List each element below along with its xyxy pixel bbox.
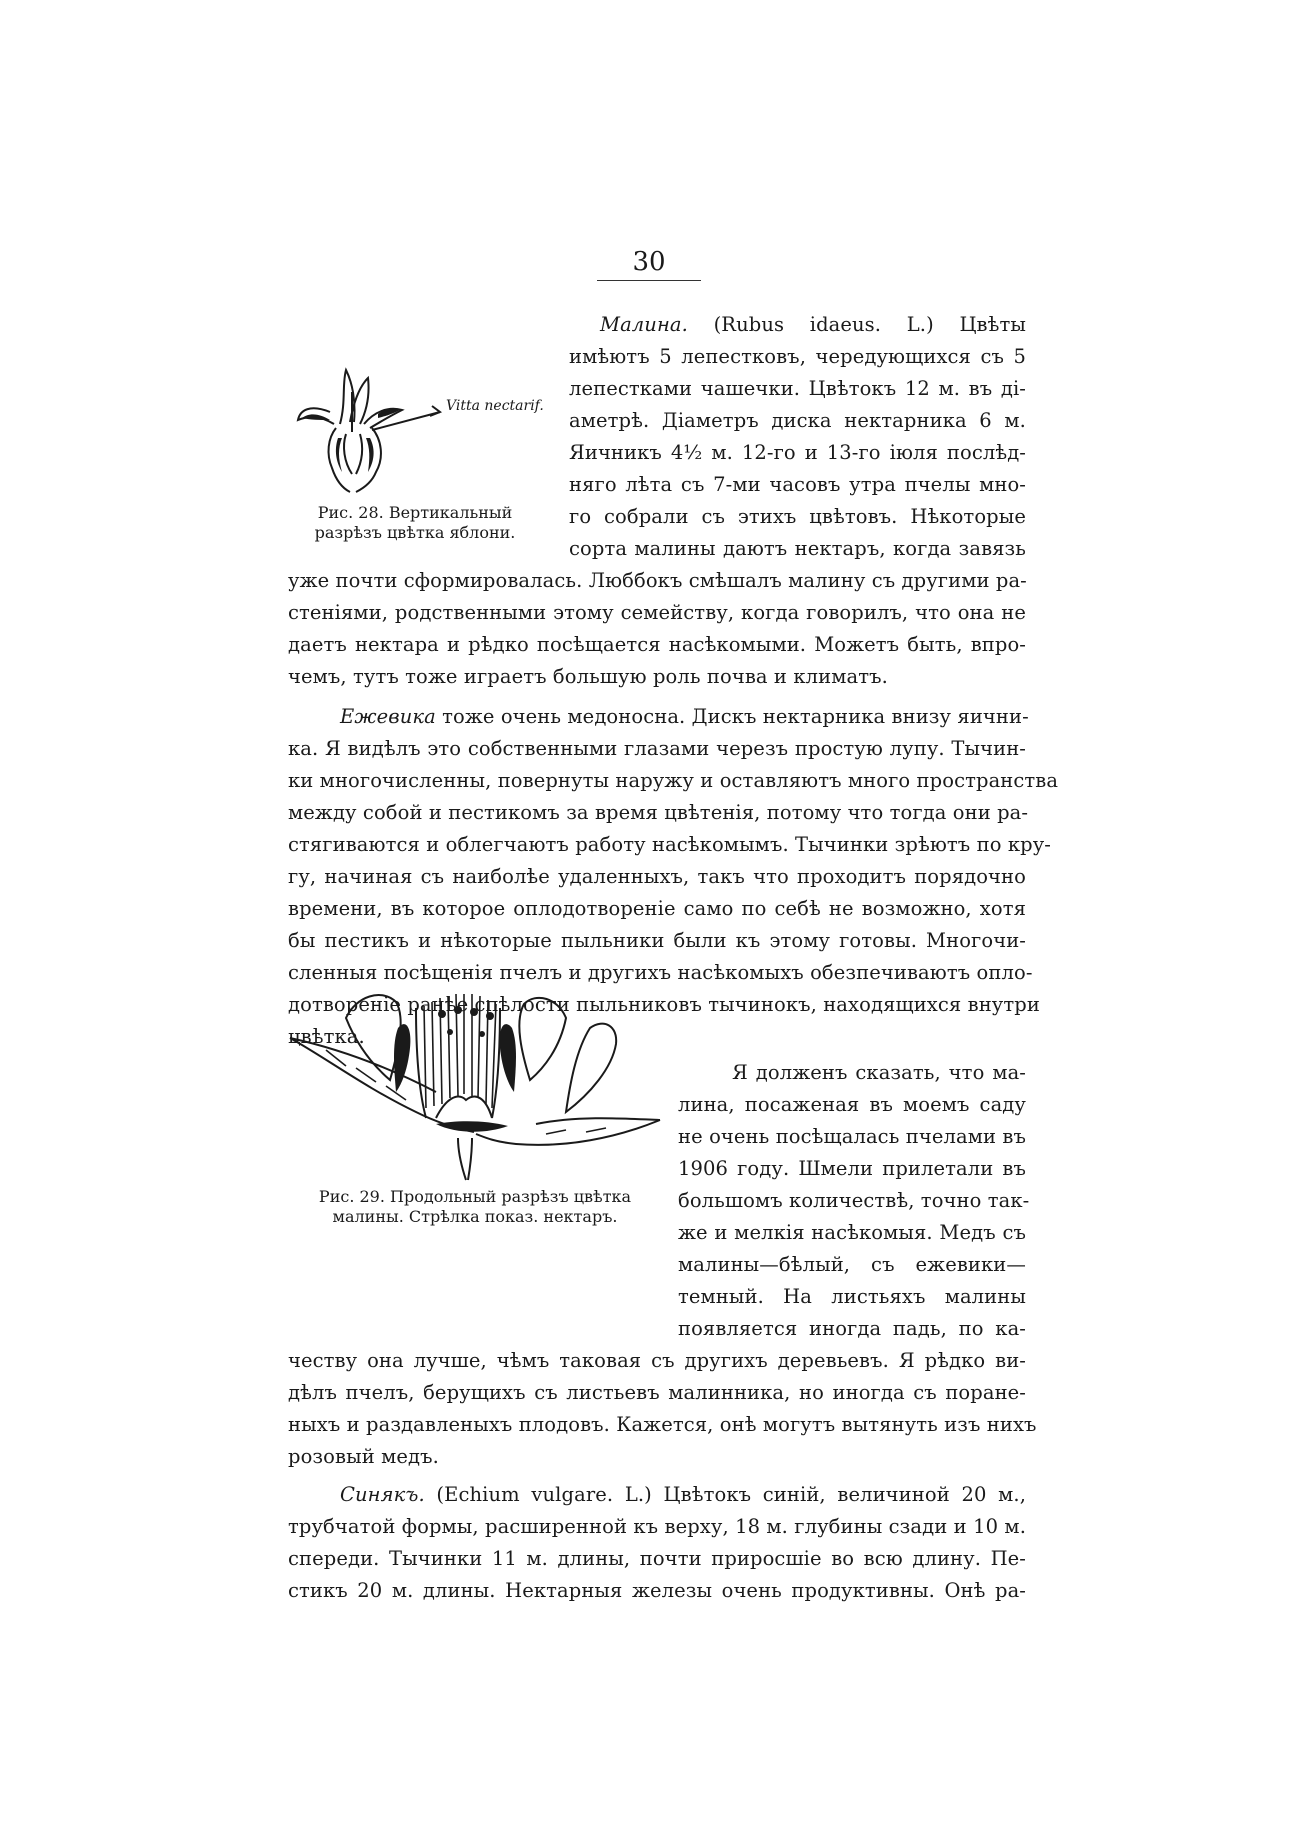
- page-number: 30: [597, 246, 701, 281]
- figure-28-handwritten-label: Vitta nectarif.: [446, 398, 544, 414]
- text-line: стягиваются и облегчаютъ работу насѣкомымъ. Тычинки зрѣютъ по кру-: [288, 833, 1051, 856]
- text-line: аметрѣ. Діаметръ диска нектарника 6 м.: [569, 409, 1026, 432]
- text-line: Малина. (Rubus idaeus. L.) Цвѣты: [600, 313, 1026, 336]
- text-line: няго лѣта съ 7-ми часовъ утра пчелы мно-: [569, 473, 1026, 496]
- text-line: большомъ количествѣ, точно так-: [678, 1189, 1030, 1212]
- heading-malina: Малина.: [600, 313, 688, 336]
- text-line: появляется иногда падь, по ка-: [678, 1317, 1026, 1340]
- text-line: уже почти сформировалась. Люббокъ смѣшалъ малину съ другими ра-: [288, 569, 1027, 592]
- text-line: имѣютъ 5 лепестковъ, чередующихся съ 5: [569, 345, 1026, 368]
- figure-29-caption-line-1: Рис. 29. Продольный разрѣзъ цвѣтка: [318, 1187, 632, 1206]
- text-line: даетъ нектара и рѣдко посѣщается насѣкомыми. Можетъ быть, впро-: [288, 633, 1026, 656]
- text-line: лина, посаженая въ моемъ саду: [678, 1093, 1026, 1116]
- text-line: стеніями, родственными этому семейству, когда говорилъ, что она не: [288, 601, 1026, 624]
- text-line: трубчатой формы, расширенной къ верху, 18 м. глубины сзади и 10 м.: [288, 1515, 1026, 1538]
- text-line: ка. Я видѣлъ это собственными глазами черезъ простую лупу. Тычин-: [288, 737, 1026, 760]
- text-line: гу, начиная съ наиболѣе удаленныхъ, такъ что проходитъ порядочно: [288, 865, 1026, 888]
- text-line: темный. На листьяхъ малины: [678, 1285, 1026, 1308]
- figure-28-apple-flower-section: [290, 362, 550, 494]
- text-line: лепестками чашечки. Цвѣтокъ 12 м. въ ді-: [569, 377, 1026, 400]
- text-line: же и мелкія насѣкомыя. Медъ съ: [678, 1221, 1026, 1244]
- text-line: цвѣтка.: [288, 1025, 365, 1048]
- heading-siniak: Синякъ.: [340, 1483, 425, 1506]
- text-line: малины—бѣлый, съ ежевики—: [678, 1253, 1026, 1276]
- figure-29-raspberry-flower-section: [286, 988, 664, 1182]
- text-line: Я долженъ сказать, что ма-: [732, 1061, 1026, 1084]
- text-line: Яичникъ 4½ м. 12-го и 13-го іюля послѣд-: [569, 441, 1026, 464]
- text-line: сорта малины даютъ нектаръ, когда завязь: [569, 537, 1026, 560]
- figure-28-caption-line-1: Рис. 28. Вертикальный: [317, 503, 513, 522]
- heading-ezhevika: Ежевика: [340, 705, 436, 728]
- text-line: дотвореніе ранѣе спѣлости пыльниковъ тычинокъ, находящихся внутри: [288, 993, 1040, 1016]
- text-line: стикъ 20 м. длины. Нектарныя железы очень продуктивны. Онѣ ра-: [288, 1579, 1026, 1602]
- text-line: честву она лучше, чѣмъ таковая съ другихъ деревьевъ. Я рѣдко ви-: [288, 1349, 1026, 1372]
- text-line: 1906 году. Шмели прилетали въ: [678, 1157, 1026, 1180]
- text-line: ныхъ и раздавленыхъ плодовъ. Кажется, онѣ могутъ вытянуть изъ нихъ: [288, 1413, 1037, 1436]
- text-line: сленныя посѣщенія пчелъ и другихъ насѣкомыхъ обезпечиваютъ оплo-: [288, 961, 1033, 984]
- text-line: не очень посѣщалась пчелами въ: [678, 1125, 1026, 1148]
- text-line: чемъ, тутъ тоже играетъ большую роль почва и климатъ.: [288, 665, 888, 688]
- text-line: бы пестикъ и нѣкоторые пыльники были къ этому готовы. Многочи-: [288, 929, 1026, 952]
- text-line: времени, въ которое оплодотвореніе само по себѣ не возможно, хотя: [288, 897, 1026, 920]
- text-line: розовый медъ.: [288, 1445, 439, 1468]
- text-line: го собрали съ этихъ цвѣтовъ. Нѣкоторые: [569, 505, 1026, 528]
- text-line: Ежевика тоже очень медоносна. Дискъ нектарника внизу яични-: [340, 705, 1029, 728]
- text-line: Синякъ. (Echium vulgare. L.) Цвѣтокъ синій, величиной 20 м.,: [340, 1483, 1026, 1506]
- text-line: ки многочисленны, повернуты наружу и оставляютъ много пространства: [288, 769, 1059, 792]
- figure-29-caption-line-2: малины. Стрѣлка показ. нектаръ.: [332, 1207, 618, 1226]
- text-line: дѣлъ пчелъ, берущихъ съ листьевъ малинника, но иногда съ поране-: [288, 1381, 1026, 1404]
- text-line: спереди. Тычинки 11 м. длины, почти приросшіе во всю длину. Пе-: [288, 1547, 1026, 1570]
- text-line: между собой и пестикомъ за время цвѣтенія, потому что тогда они ра-: [288, 801, 1029, 824]
- figure-28-caption-line-2: разрѣзъ цвѣтка яблони.: [314, 523, 516, 542]
